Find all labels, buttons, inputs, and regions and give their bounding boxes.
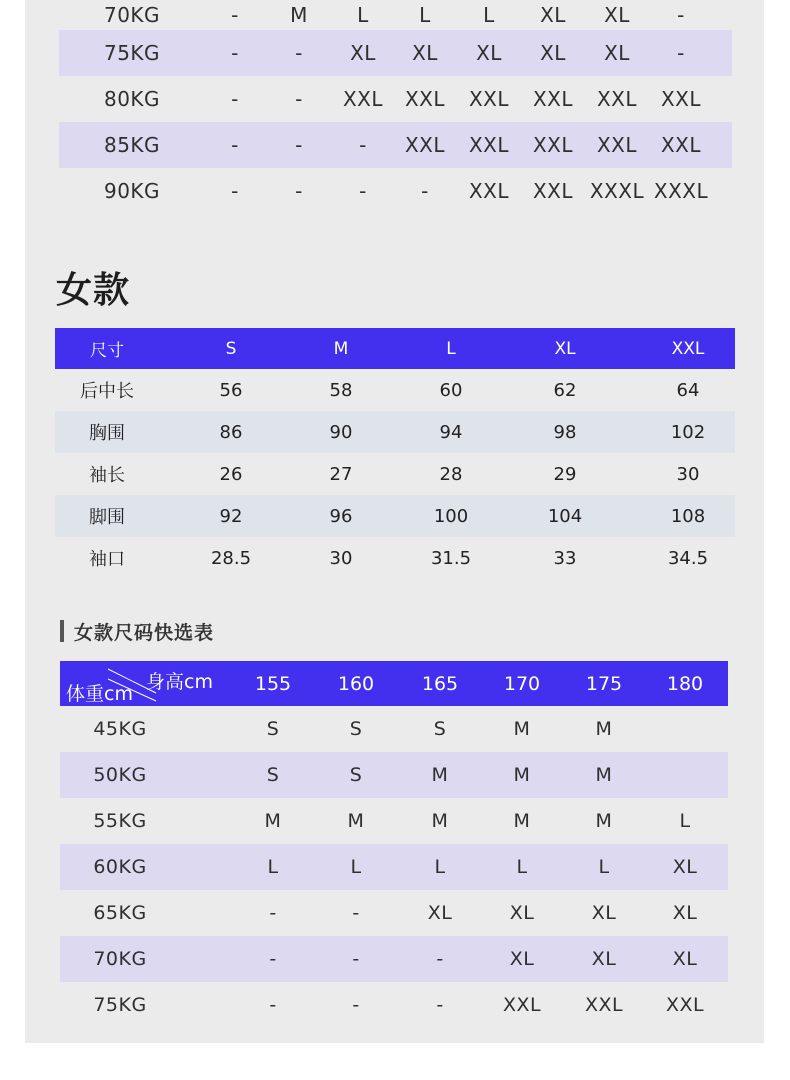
size-cell: M — [513, 810, 531, 832]
table-row — [59, 76, 732, 122]
size-cell — [647, 752, 723, 798]
table-cell: 100 — [433, 505, 469, 527]
size-cell: XL — [540, 3, 566, 27]
size-cell: S — [433, 718, 447, 740]
size-cell: XL — [604, 41, 630, 65]
size-cell: XL — [350, 41, 376, 65]
size-cell: XXL — [502, 994, 542, 1016]
weight-cell: 70KG — [103, 3, 161, 27]
column-header: S — [225, 338, 237, 359]
corner-header-cell — [60, 661, 220, 706]
table-row — [59, 30, 732, 76]
table-row — [55, 537, 735, 579]
size-cell: M — [264, 810, 282, 832]
weight-cell: 50KG — [93, 764, 147, 786]
size-cell: XL — [540, 41, 566, 65]
row-label: 袖口 — [89, 549, 125, 570]
column-header: XXL — [671, 338, 705, 359]
size-cell: - — [352, 994, 360, 1016]
size-cell: - — [359, 179, 367, 203]
size-cell: L — [516, 856, 528, 878]
table-cell: 33 — [553, 547, 577, 569]
row-label: 后中长 — [80, 381, 134, 402]
size-cell: XL — [591, 902, 617, 924]
table-cell: 86 — [219, 421, 243, 443]
size-cell: XXXL — [653, 179, 709, 203]
weight-cell: 55KG — [93, 810, 147, 832]
size-cell: - — [295, 87, 303, 111]
size-cell: M — [513, 718, 531, 740]
table-cell: 31.5 — [430, 547, 472, 569]
weight-axis-label: 体重cm — [66, 683, 133, 705]
size-cell: XXL — [660, 133, 702, 157]
table-row — [60, 982, 728, 1028]
size-cell: S — [266, 764, 280, 786]
size-cell: - — [231, 3, 239, 27]
size-cell: - — [269, 994, 277, 1016]
row-label: 胸围 — [89, 423, 125, 444]
weight-cell: 85KG — [103, 133, 161, 157]
weight-cell: 75KG — [93, 994, 147, 1016]
table-cell: 92 — [219, 505, 243, 527]
size-cell: M — [431, 810, 449, 832]
table-row — [55, 453, 735, 495]
size-cell: M — [595, 718, 613, 740]
table-cell: 58 — [329, 379, 353, 401]
table-row — [55, 411, 735, 453]
size-cell: XXL — [468, 179, 510, 203]
height-column-header: 165 — [421, 672, 459, 695]
size-cell: M — [595, 764, 613, 786]
page-title: 女款 — [56, 270, 131, 311]
table-cell: 28.5 — [210, 547, 252, 569]
column-header: L — [446, 338, 456, 359]
table-row — [59, 168, 732, 214]
size-cell: S — [349, 764, 363, 786]
size-cell: - — [269, 902, 277, 924]
table-cell: 29 — [553, 463, 577, 485]
size-cell: - — [352, 902, 360, 924]
size-cell: XXL — [404, 133, 446, 157]
size-cell: L — [434, 856, 446, 878]
table-cell: 30 — [329, 547, 353, 569]
size-cell: XL — [672, 902, 698, 924]
size-cell: L — [679, 810, 691, 832]
size-cell: - — [231, 133, 239, 157]
table-cell: 96 — [329, 505, 353, 527]
table-header — [60, 661, 728, 706]
size-cell: XXL — [404, 87, 446, 111]
size-cell: XL — [604, 3, 630, 27]
table-row — [59, 122, 732, 168]
size-cell: L — [357, 3, 369, 27]
size-cell: XL — [476, 41, 502, 65]
height-column-header: 155 — [254, 672, 292, 695]
size-cell: XXL — [468, 133, 510, 157]
size-cell: - — [436, 994, 444, 1016]
table-row — [55, 369, 735, 411]
table-cell: 104 — [547, 505, 583, 527]
table-cell: 56 — [219, 379, 243, 401]
size-cell: M — [513, 764, 531, 786]
title-accent-bar — [60, 620, 64, 642]
section-subtitle — [60, 617, 214, 645]
table-row — [60, 706, 728, 752]
table-cell: 28 — [439, 463, 463, 485]
size-cell: XXXL — [589, 179, 645, 203]
size-cell: XXL — [532, 133, 574, 157]
size-cell: - — [295, 41, 303, 65]
size-cell: XL — [591, 948, 617, 970]
size-cell: - — [677, 3, 685, 27]
weight-cell: 45KG — [93, 718, 147, 740]
women-size-quick-table — [60, 661, 728, 1028]
column-header: M — [333, 338, 349, 359]
row-label: 脚围 — [89, 507, 125, 528]
height-column-header: 170 — [503, 672, 541, 695]
table-cell: 90 — [329, 421, 353, 443]
size-cell — [647, 706, 723, 752]
size-cell: XL — [509, 902, 535, 924]
size-cell: L — [419, 3, 431, 27]
size-cell: XXL — [468, 87, 510, 111]
size-cell: - — [231, 179, 239, 203]
size-cell: XL — [672, 856, 698, 878]
size-cell: - — [352, 948, 360, 970]
column-header: XL — [554, 338, 576, 359]
size-cell: XXL — [660, 87, 702, 111]
size-cell: L — [350, 856, 362, 878]
size-cell: - — [295, 179, 303, 203]
weight-cell: 60KG — [93, 856, 147, 878]
size-cell: XL — [427, 902, 453, 924]
table-row — [60, 890, 728, 936]
size-cell: L — [483, 3, 495, 27]
size-cell: XXL — [596, 87, 638, 111]
weight-cell: 75KG — [103, 41, 161, 65]
size-cell: - — [295, 133, 303, 157]
weight-cell: 65KG — [93, 902, 147, 924]
size-cell: XXL — [665, 994, 705, 1016]
table-row — [60, 936, 728, 982]
table-cell: 30 — [676, 463, 700, 485]
size-cell: - — [359, 133, 367, 157]
table-cell: 27 — [329, 463, 353, 485]
table-row — [60, 844, 728, 890]
table-cell: 62 — [553, 379, 577, 401]
size-cell: L — [598, 856, 610, 878]
size-cell: S — [349, 718, 363, 740]
size-cell: M — [290, 3, 308, 27]
height-axis-label: 身高cm — [146, 671, 213, 693]
table-cell: 98 — [553, 421, 577, 443]
size-cell: L — [267, 856, 279, 878]
size-cell: M — [347, 810, 365, 832]
table-header — [55, 328, 735, 369]
women-size-table — [55, 328, 735, 579]
size-cell: XXL — [532, 87, 574, 111]
size-cell: XL — [509, 948, 535, 970]
table-cell: 64 — [676, 379, 700, 401]
size-cell: XXL — [584, 994, 624, 1016]
table-cell: 26 — [219, 463, 243, 485]
row-label: 袖长 — [89, 465, 125, 486]
size-cell: M — [595, 810, 613, 832]
size-cell: - — [231, 41, 239, 65]
size-cell: XXL — [342, 87, 384, 111]
table-cell: 60 — [439, 379, 463, 401]
size-cell: XXL — [532, 179, 574, 203]
size-cell: M — [431, 764, 449, 786]
table-row — [59, 0, 732, 30]
quick-table-title: 女款尺码快选表 — [74, 621, 215, 644]
weight-cell: 80KG — [103, 87, 161, 111]
height-column-header: 180 — [666, 672, 704, 695]
table-cell: 34.5 — [667, 547, 709, 569]
size-cell: XL — [672, 948, 698, 970]
table-cell: 108 — [670, 505, 706, 527]
size-cell: - — [269, 948, 277, 970]
table-row — [60, 752, 728, 798]
size-cell: - — [436, 948, 444, 970]
size-cell: XL — [412, 41, 438, 65]
height-column-header: 175 — [585, 672, 623, 695]
weight-cell: 90KG — [103, 179, 161, 203]
table-row — [60, 798, 728, 844]
size-cell: S — [266, 718, 280, 740]
table-row — [55, 495, 735, 537]
size-cell: XXL — [596, 133, 638, 157]
weight-cell: 70KG — [93, 948, 147, 970]
table-cell: 94 — [439, 421, 463, 443]
column-header: 尺寸 — [90, 341, 124, 361]
size-cell: - — [231, 87, 239, 111]
height-column-header: 160 — [337, 672, 375, 695]
size-cell: - — [677, 41, 685, 65]
men-size-quick-table — [59, 0, 732, 214]
size-cell: - — [421, 179, 429, 203]
table-cell: 102 — [670, 421, 706, 443]
